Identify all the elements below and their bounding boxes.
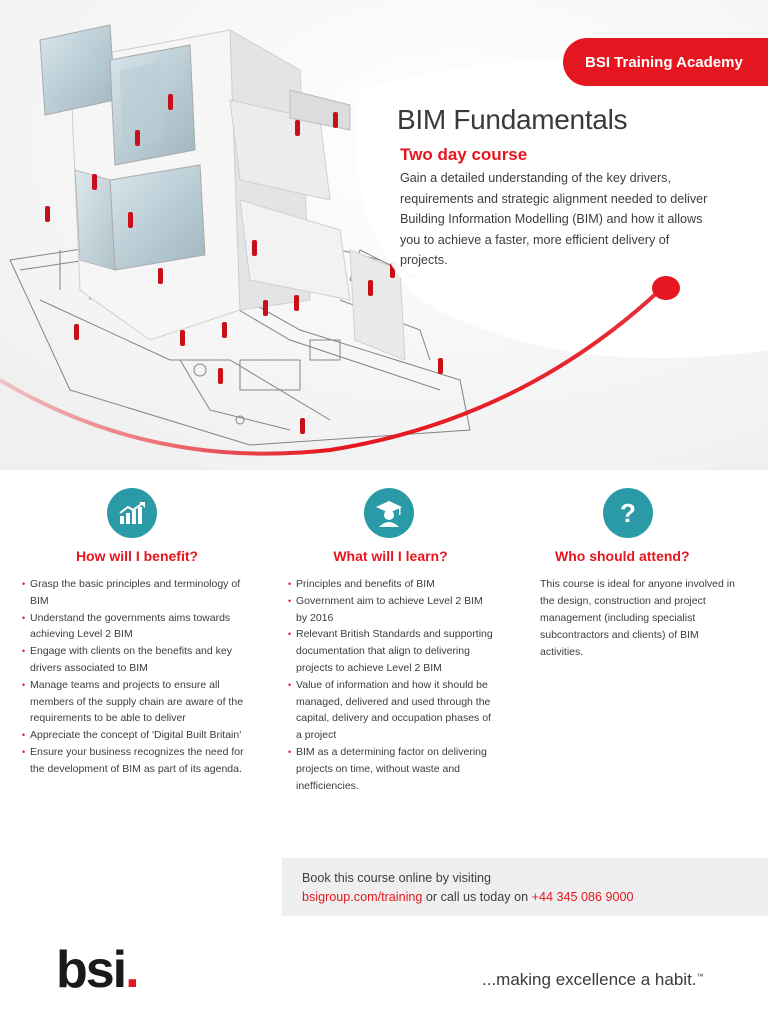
tagline-text: ...making excellence a habit. — [482, 970, 697, 989]
training-academy-badge: BSI Training Academy — [563, 38, 768, 86]
benefit-column — [22, 488, 252, 778]
list-item: • Understand the governments aims towards achieving Level 2 BIM — [22, 610, 252, 644]
booking-panel — [282, 858, 768, 916]
list-item: • Grasp the basic principles and terminology of BIM — [22, 576, 252, 610]
list-item: • Manage teams and projects to ensure all members of the supply chain are aware of the requirements to be able to deliver — [22, 677, 252, 727]
chart-growth-icon — [107, 488, 157, 538]
list-item: • Value of information and how it should be managed, delivered and used through the capital, delivery and occupation phases of a project — [288, 677, 493, 744]
question-icon: ? — [603, 488, 653, 538]
training-link[interactable]: bsigroup.com/training — [302, 890, 423, 904]
booking-middle-text: or call us today on — [422, 890, 532, 904]
list-item: • Government aim to achieve Level 2 BIM by 2016 — [288, 593, 493, 627]
tagline — [482, 970, 704, 990]
logo-dot: . — [125, 941, 138, 999]
list-item: • Ensure your business recognizes the need for the development of BIM as part of its agenda. — [22, 744, 252, 778]
attend-heading: Who should attend? — [555, 548, 690, 564]
list-item: • BIM as a determining factor on delivering projects on time, without waste and inefficiencies. — [288, 744, 493, 794]
booking-line: Book this course online by visiting — [302, 871, 492, 885]
list-item: • Appreciate the concept of 'Digital Built Britain' — [22, 727, 252, 744]
intro-paragraph: Gain a detailed understanding of the key drivers, requirements and strategic alignment needed to deliver Building Information Modelling (BIM) and how it allows you to achieve a faster, more efficient delivery of projects. — [400, 171, 708, 267]
page-title: BIM Fundamentals — [397, 104, 628, 135]
list-item: • Relevant British Standards and supporting documentation that align to delivering projects to achieve Level 2 BIM — [288, 626, 493, 676]
course-duration: Two day course — [400, 145, 528, 164]
logo-text: bsi — [56, 941, 126, 999]
list-item: • Engage with clients on the benefits and key drivers associated to BIM — [22, 643, 252, 677]
benefit-list — [22, 576, 252, 778]
list-item: • Principles and benefits of BIM — [288, 576, 493, 593]
learn-list — [288, 576, 493, 794]
bsi-logo — [56, 940, 138, 1000]
learn-heading: What will I learn? — [333, 548, 448, 564]
benefit-heading: How will I benefit? — [75, 548, 199, 564]
learn-column — [288, 488, 493, 794]
graduate-icon — [364, 488, 414, 538]
attend-column — [540, 488, 740, 661]
attend-text: This course is ideal for anyone involved in the design, construction and project management (including specialist subcontractors and clients) of BIM activities. — [540, 578, 735, 658]
phone-number[interactable]: +44 345 086 9000 — [531, 890, 634, 904]
trademark-mark: ™ — [696, 973, 704, 981]
